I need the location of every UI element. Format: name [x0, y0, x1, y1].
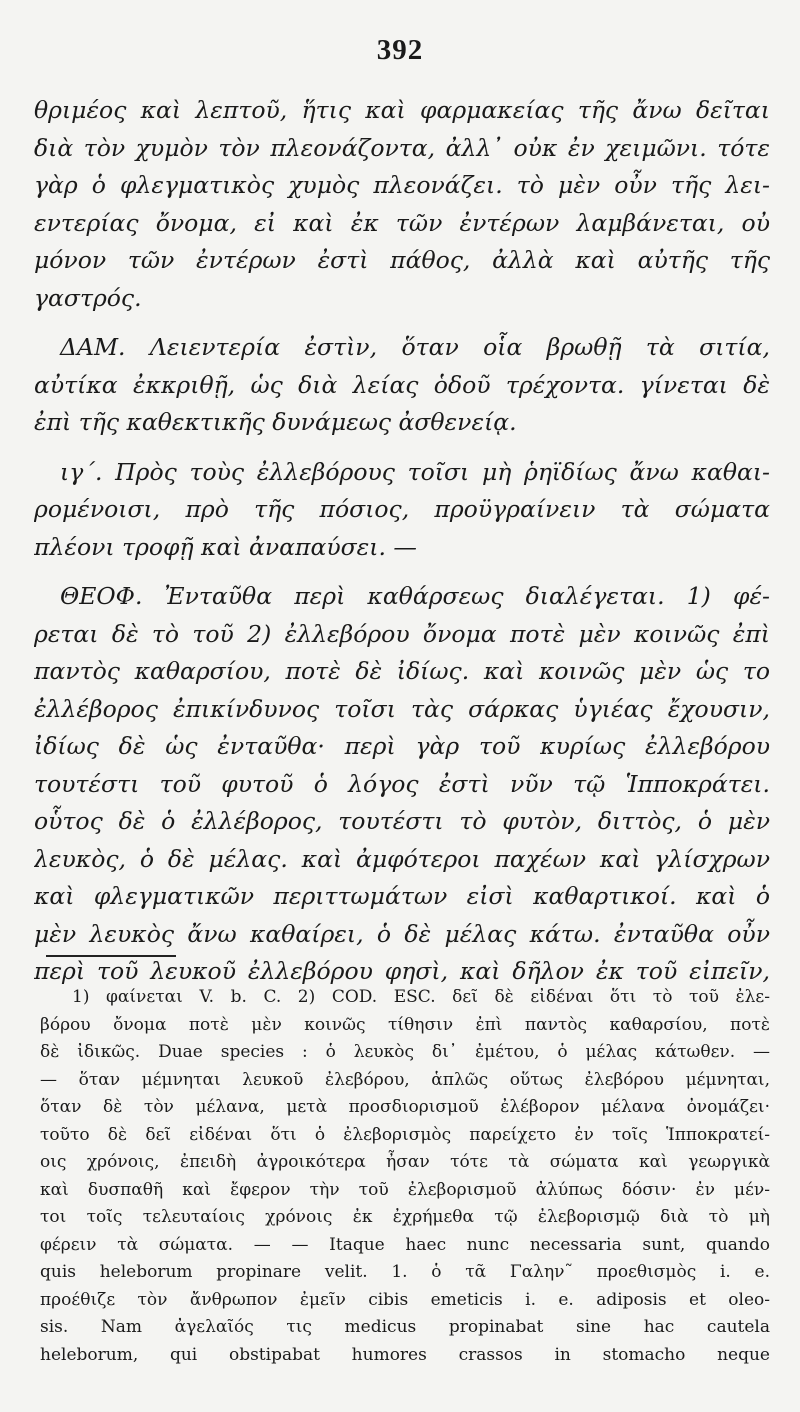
page-number: 392 [376, 34, 424, 66]
footnote-line: — ὅταν μέμνηται λευκοῦ ἐλεβόρου, ἁπλῶς οὕτως ἐλεβόρου μέμνηται, [40, 1069, 770, 1090]
footnote-line: quis heleborum propinare velit. 1. ὁ τᾶ Γαλην῀ προεθισμὸς i. e. [40, 1262, 770, 1282]
footnote-line: 1) φαίνεται V. b. C. 2) COD. ESC. δεῖ δὲ εἰδέναι ὅτι τὸ τοῦ ἐλε- [72, 987, 770, 1007]
text-line: γαστρός. [34, 283, 142, 312]
text-line: αὐτίκα ἐκκριθῇ, ὡς διὰ λείας ὁδοῦ τρέχοντα. γίνεται δὲ [34, 370, 770, 399]
text-line: ΘΕΟΦ. Ἐνταῦθα περὶ καθάρσεως διαλέγεται. 1) φέ- [60, 582, 770, 610]
text-line: διὰ τὸν χυμὸν τὸν πλεονάζοντα, ἀλλ᾽ οὐκ ἐν χειμῶνι. τότε [34, 133, 770, 162]
footnote-line: προέθιζε τὸν ἄνθρωπον ἐμεῖν cibis emeticis i. e. adiposis et oleo- [40, 1289, 770, 1310]
text-line: μὲν λευκὸς ἄνω καθαίρει, ὁ δὲ μέλας κάτω. ἐνταῦθα οὖν [34, 919, 770, 948]
text-line: ἐπὶ τῆς καθεκτικῆς δυνάμεως ἀσθενείᾳ. [34, 408, 517, 436]
footnote-line: καὶ δυσπαθῆ καὶ ἔφερον τὴν τοῦ ἐλεβορισμοῦ ἀλύπως δόσιν· ἐν μέν- [40, 1179, 770, 1200]
text-line: περὶ τοῦ λευκοῦ ἐλλεβόρου φησὶ, καὶ δῆλον ἐκ τοῦ εἰπεῖν, [34, 957, 770, 985]
text-line: ρεται δὲ τὸ τοῦ 2) ἐλλεβόρου ὄνομα ποτὲ μὲν κοινῶς ἐπὶ [34, 619, 770, 648]
footnote-separator [46, 955, 176, 957]
text-line: ιγ΄. Πρὸς τοὺς ἐλλεβόρους τοῖσι μὴ ῥηϊδίως ἄνω καθαι- [60, 457, 770, 486]
text-line: παντὸς καθαρσίου, ποτὲ δὲ ἰδίως. καὶ κοινῶς μὲν ὡς το [34, 657, 770, 685]
text-line: καὶ φλεγματικῶν περιττωμάτων εἰσὶ καθαρτικοί. καὶ ὁ [34, 882, 770, 910]
text-line: οὗτος δὲ ὁ ἐλλέβορος, τουτέστι τὸ φυτὸν, διττὸς, ὁ μὲν [34, 807, 770, 835]
main-text [34, 92, 770, 991]
text-line: ἰδίως δὲ ὡς ἐνταῦθα· περὶ γὰρ τοῦ κυρίως ἐλλεβόρου [34, 732, 770, 760]
text-line: πλέονι τροφῇ καὶ ἀναπαύσει. — [34, 532, 417, 561]
footnote-line: τοῦτο δὲ δεῖ εἰδέναι ὅτι ὁ ἐλεβορισμὸς παρείχετο ἐν τοῖς Ἱπποκρατεί- [40, 1124, 770, 1145]
text-line: μόνον τῶν ἐντέρων ἐστὶ πάθος, ἀλλὰ καὶ αὐτῆς τῆς [34, 246, 770, 274]
footnote-line: βόρου ὄνομα ποτὲ μὲν κοινῶς τίθησιν ἐπὶ παντὸς καθαρσίου, ποτὲ [40, 1014, 770, 1035]
footnote-line: φέρειν τὰ σώματα. — — Itaque haec nunc necessaria sunt, quando [40, 1234, 770, 1255]
footnote-line: ὅταν δὲ τὸν μέλανα, μετὰ προσδιορισμοῦ ἐλέβορον μέλανα ὀνομάζει· [40, 1097, 770, 1117]
text-line: τουτέστι τοῦ φυτοῦ ὁ λόγος ἐστὶ νῦν τῷ Ἱπποκράτει. [34, 769, 770, 798]
text-line: εντερίας ὄνομα, εἰ καὶ ἐκ τῶν ἐντέρων λαμβάνεται, οὐ [34, 208, 770, 237]
text-line: ΔΑΜ. Λειεντερία ἐστὶν, ὅταν οἷα βρωθῇ τὰ σιτία, [60, 333, 770, 361]
footnote-line: τοι τοῖς τελευταίοις χρόνοις ἐκ ἐχρήμεθα τῷ ἐλεβορισμῷ διὰ τὸ μὴ [40, 1207, 770, 1227]
footnote-line: sis. Nam ἀγελαῖός τις medicus propinabat sine hac cautela [40, 1317, 770, 1337]
text-line: θριμέος καὶ λεπτοῦ, ἥτις καὶ φαρμακείας τῆς ἄνω δεῖται [34, 96, 770, 124]
text-line: ρομένοισι, πρὸ τῆς πόσιος, προϋγραίνειν τὰ σώματα [34, 495, 770, 523]
text-line: γὰρ ὁ φλεγματικὸς χυμὸς πλεονάζει. τὸ μὲν οὖν τῆς λει- [34, 171, 770, 199]
footnote-line: οις χρόνοις, ἐπειδὴ ἀγροικότερα ἦσαν τότε τὰ σώματα καὶ γεωργικὰ [40, 1152, 770, 1172]
footnotes [40, 984, 770, 1369]
text-line: ἐλλέβορος ἐπικίνδυνος τοῖσι τὰς σάρκας ὑγιέας ἔχουσιν, [34, 694, 770, 723]
footnote-line: δὲ ἰδικῶς. Duae species : ὁ λευκὸς δι᾽ ἐμέτου, ὁ μέλας κάτωθεν. — [40, 1042, 770, 1062]
text-line: λευκὸς, ὁ δὲ μέλας. καὶ ἀμφότεροι παχέων καὶ γλίσχρων [34, 844, 770, 873]
footnote-line: heleborum, qui obstipabat humores crassos in stomacho neque [40, 1344, 770, 1365]
